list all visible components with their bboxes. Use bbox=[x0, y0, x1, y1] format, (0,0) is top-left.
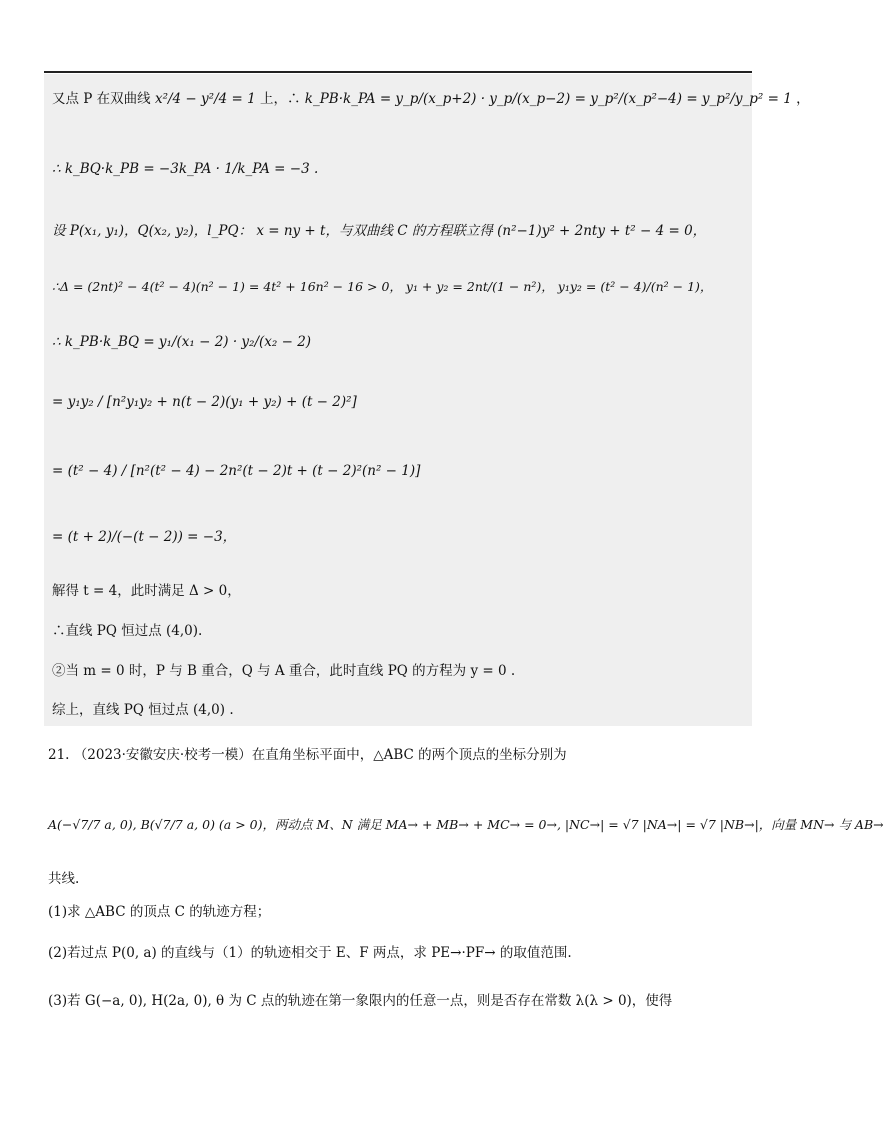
question-21-part-2: (2)若过点 P(0, a) 的直线与（1）的轨迹相交于 E、F 两点，求 PE→·PF→ 的取值范围. bbox=[48, 945, 572, 961]
text: ， bbox=[796, 91, 810, 107]
text: 上，∴ bbox=[259, 91, 301, 107]
solution-line-4: ∴Δ = (2nt)² − 4(t² − 4)(n² − 1) = 4t² + 16n² − 16 > 0， y₁ + y₂ = 2nt/(1 − n²)， y₁y₂ = (t² − 4)/(n² − 1)， bbox=[52, 279, 713, 294]
solution-line-11: ②当 m = 0 时，P 与 B 重合，Q 与 A 重合，此时直线 PQ 的方程为 y = 0 . bbox=[52, 663, 516, 679]
question-21-conditions: A(−√7/7 a, 0), B(√7/7 a, 0) (a > 0)，两动点 M、N 满足 MA→ + MB→ + MC→ = 0→, |NC→| = √7 |NA→| = √7 |NB→|，向量 MN→ 与 AB→ bbox=[48, 817, 884, 832]
formula: x²/4 − y²/4 = 1 bbox=[154, 91, 256, 107]
question-21-part-3: (3)若 G(−a, 0), H(2a, 0), θ 为 C 点的轨迹在第一象限内的任意一点，则是否存在常数 λ(λ > 0)，使得 bbox=[48, 993, 673, 1009]
text: 又点 P 在双曲线 bbox=[52, 91, 151, 107]
question-21-end: 共线. bbox=[48, 871, 80, 887]
solution-line-6: = y₁y₂ / [n²y₁y₂ + n(t − 2)(y₁ + y₂) + (t − 2)²] bbox=[52, 394, 357, 410]
question-21-part-1: (1)求 △ABC 的顶点 C 的轨迹方程； bbox=[48, 904, 271, 920]
solution-line-3: 设 P(x₁, y₁)，Q(x₂, y₂)，l_PQ： x = ny + t，与双曲线 C 的方程联立得 (n²−1)y² + 2nty + t² − 4 = 0， bbox=[52, 223, 707, 239]
header-rule bbox=[44, 71, 752, 73]
solution-line-7: = (t² − 4) / [n²(t² − 4) − 2n²(t − 2)t + (t − 2)²(n² − 1)] bbox=[52, 463, 421, 479]
solution-line-1 bbox=[52, 90, 810, 108]
formula: k_PB·k_PA = y_p/(x_p+2) · y_p/(x_p−2) = y_p²/(x_p²−4) = y_p²/y_p² = 1 bbox=[304, 91, 792, 107]
solution-line-5: ∴ k_PB·k_BQ = y₁/(x₁ − 2) · y₂/(x₂ − 2) bbox=[52, 334, 312, 350]
solution-line-8: = (t + 2)/(−(t − 2)) = −3， bbox=[52, 529, 237, 545]
solution-line-12: 综上，直线 PQ 恒过点 (4,0) . bbox=[52, 702, 234, 718]
solution-line-10: ∴直线 PQ 恒过点 (4,0). bbox=[52, 623, 203, 639]
question-21-heading: 21. （2023·安徽安庆·校考一模）在直角坐标平面中，△ABC 的两个顶点的坐标分别为 bbox=[48, 747, 567, 763]
solution-line-2: ∴ k_BQ·k_PB = −3k_PA · 1/k_PA = −3 . bbox=[52, 161, 319, 177]
solution-line-9: 解得 t = 4，此时满足 Δ > 0， bbox=[52, 583, 241, 599]
